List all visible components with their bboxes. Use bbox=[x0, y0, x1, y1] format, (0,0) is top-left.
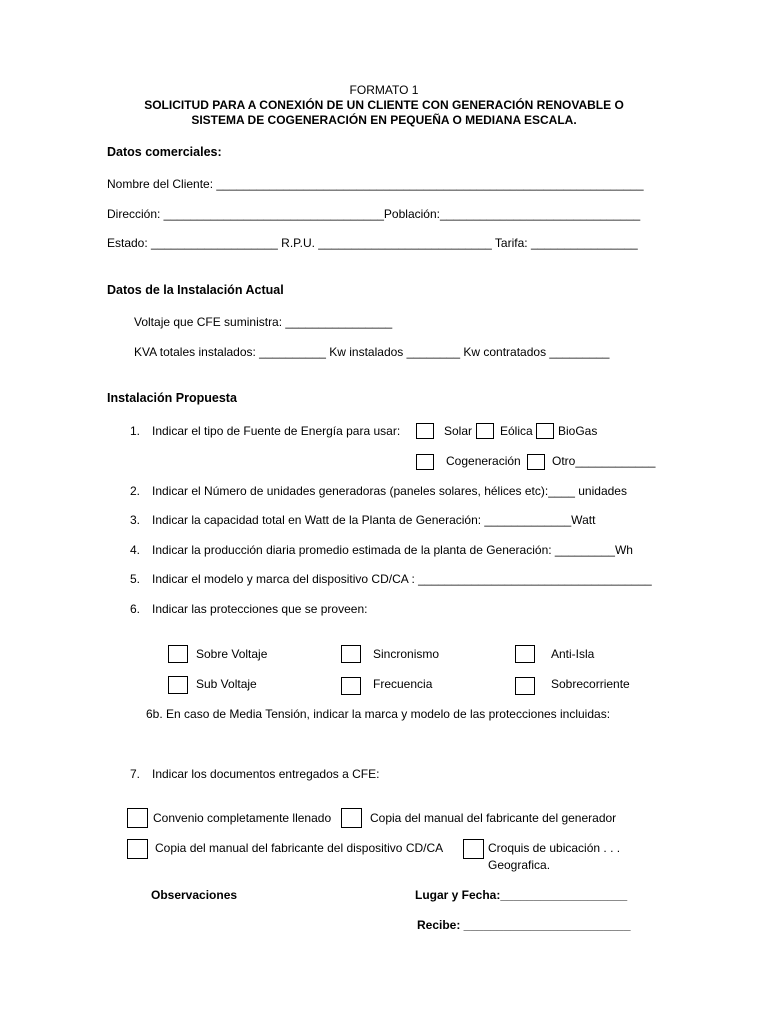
label-solar: Solar bbox=[444, 424, 473, 438]
label-sub-voltaje: Sub Voltaje bbox=[196, 677, 257, 691]
checkbox-convenio[interactable] bbox=[127, 808, 148, 828]
section-heading-instalacion-actual: Datos de la Instalación Actual bbox=[107, 283, 284, 297]
item1-text: Indicar el tipo de Fuente de Energía para usar: bbox=[152, 424, 401, 438]
item-number: 1. bbox=[130, 424, 141, 438]
checkbox-sobre-voltaje[interactable] bbox=[168, 645, 188, 663]
item-number: 5. bbox=[130, 572, 141, 586]
checkbox-biogas[interactable] bbox=[536, 423, 554, 439]
label-sobrecorriente: Sobrecorriente bbox=[551, 677, 630, 691]
checkbox-croquis[interactable] bbox=[463, 839, 484, 859]
checkbox-otro[interactable] bbox=[527, 454, 545, 470]
item6b-text: 6b. En caso de Media Tensión, indicar la marca y modelo de las protecciones incluidas: bbox=[146, 707, 611, 721]
checkbox-solar[interactable] bbox=[416, 423, 434, 439]
checkbox-eolica[interactable] bbox=[476, 423, 494, 439]
label-sobre-voltaje: Sobre Voltaje bbox=[196, 647, 268, 661]
field-voltaje-cfe[interactable]: Voltaje que CFE suministra: ________________ bbox=[134, 315, 393, 329]
item-number: 7. bbox=[130, 767, 141, 781]
item2-field-unidades[interactable]: Indicar el Número de unidades generadoras (paneles solares, hélices etc):____ unidades bbox=[152, 484, 627, 498]
checkbox-sobrecorriente[interactable] bbox=[515, 677, 535, 695]
item5-field-modelo-marca[interactable]: Indicar el modelo y marca del dispositivo CD/CA : ___________________________________ bbox=[152, 572, 652, 586]
item3-field-capacidad[interactable]: Indicar la capacidad total en Watt de la Planta de Generación: _____________Watt bbox=[152, 513, 596, 527]
section-heading-instalacion-propuesta: Instalación Propuesta bbox=[107, 391, 237, 405]
form-title-line2: SISTEMA DE COGENERACIÓN EN PEQUEÑA O MEDIANA ESCALA. bbox=[191, 113, 577, 127]
field-lugar-fecha[interactable]: Lugar y Fecha:___________________ bbox=[415, 888, 628, 902]
label-manual-generador: Copia del manual del fabricante del generador bbox=[370, 811, 617, 825]
label-biogas: BioGas bbox=[558, 424, 598, 438]
field-direccion-poblacion[interactable]: Dirección: _________________________________Población:______________________________ bbox=[107, 207, 641, 221]
item-number: 3. bbox=[130, 513, 141, 527]
checkbox-sub-voltaje[interactable] bbox=[168, 676, 188, 694]
section-heading-datos-comerciales: Datos comerciales: bbox=[107, 145, 222, 159]
checkbox-frecuencia[interactable] bbox=[341, 677, 361, 695]
field-recibe[interactable]: Recibe: _________________________ bbox=[417, 918, 631, 932]
field-nombre-cliente[interactable]: Nombre del Cliente: ________________________________________________________________ bbox=[107, 177, 644, 191]
form-number: FORMATO 1 bbox=[349, 83, 419, 97]
checkbox-cogeneracion[interactable] bbox=[416, 454, 434, 470]
form-title-line1: SOLICITUD PARA A CONEXIÓN DE UN CLIENTE CON GENERACIÓN RENOVABLE O bbox=[144, 98, 624, 112]
item6-text: Indicar las protecciones que se proveen: bbox=[152, 602, 368, 616]
field-estado-rpu-tarifa[interactable]: Estado: ___________________ R.P.U. __________________________ Tarifa: ________________ bbox=[107, 236, 638, 250]
label-manual-dispositivo: Copia del manual del fabricante del dispositivo CD/CA bbox=[155, 841, 444, 855]
label-croquis-line1: Croquis de ubicación . . . bbox=[488, 841, 621, 855]
label-eolica: Eólica bbox=[500, 424, 533, 438]
item-number: 4. bbox=[130, 543, 141, 557]
label-convenio: Convenio completamente llenado bbox=[153, 811, 332, 825]
label-anti-isla: Anti-Isla bbox=[551, 647, 595, 661]
checkbox-sincronismo[interactable] bbox=[341, 645, 361, 663]
label-croquis-line2: Geografica. bbox=[488, 858, 551, 872]
field-kva-kw[interactable]: KVA totales instalados: __________ Kw instalados ________ Kw contratados _________ bbox=[134, 345, 610, 359]
checkbox-anti-isla[interactable] bbox=[515, 645, 535, 663]
label-frecuencia: Frecuencia bbox=[373, 677, 433, 691]
item7-text: Indicar los documentos entregados a CFE: bbox=[152, 767, 380, 781]
checkbox-manual-dispositivo[interactable] bbox=[127, 839, 148, 859]
checkbox-manual-generador[interactable] bbox=[341, 808, 362, 828]
item-number: 6. bbox=[130, 602, 141, 616]
item4-field-produccion[interactable]: Indicar la producción diaria promedio estimada de la planta de Generación: _________Wh bbox=[152, 543, 633, 557]
observaciones-label: Observaciones bbox=[151, 888, 238, 902]
label-sincronismo: Sincronismo bbox=[373, 647, 440, 661]
item-number: 2. bbox=[130, 484, 141, 498]
field-otro[interactable]: Otro____________ bbox=[552, 454, 656, 468]
label-cogeneracion: Cogeneración bbox=[446, 454, 521, 468]
